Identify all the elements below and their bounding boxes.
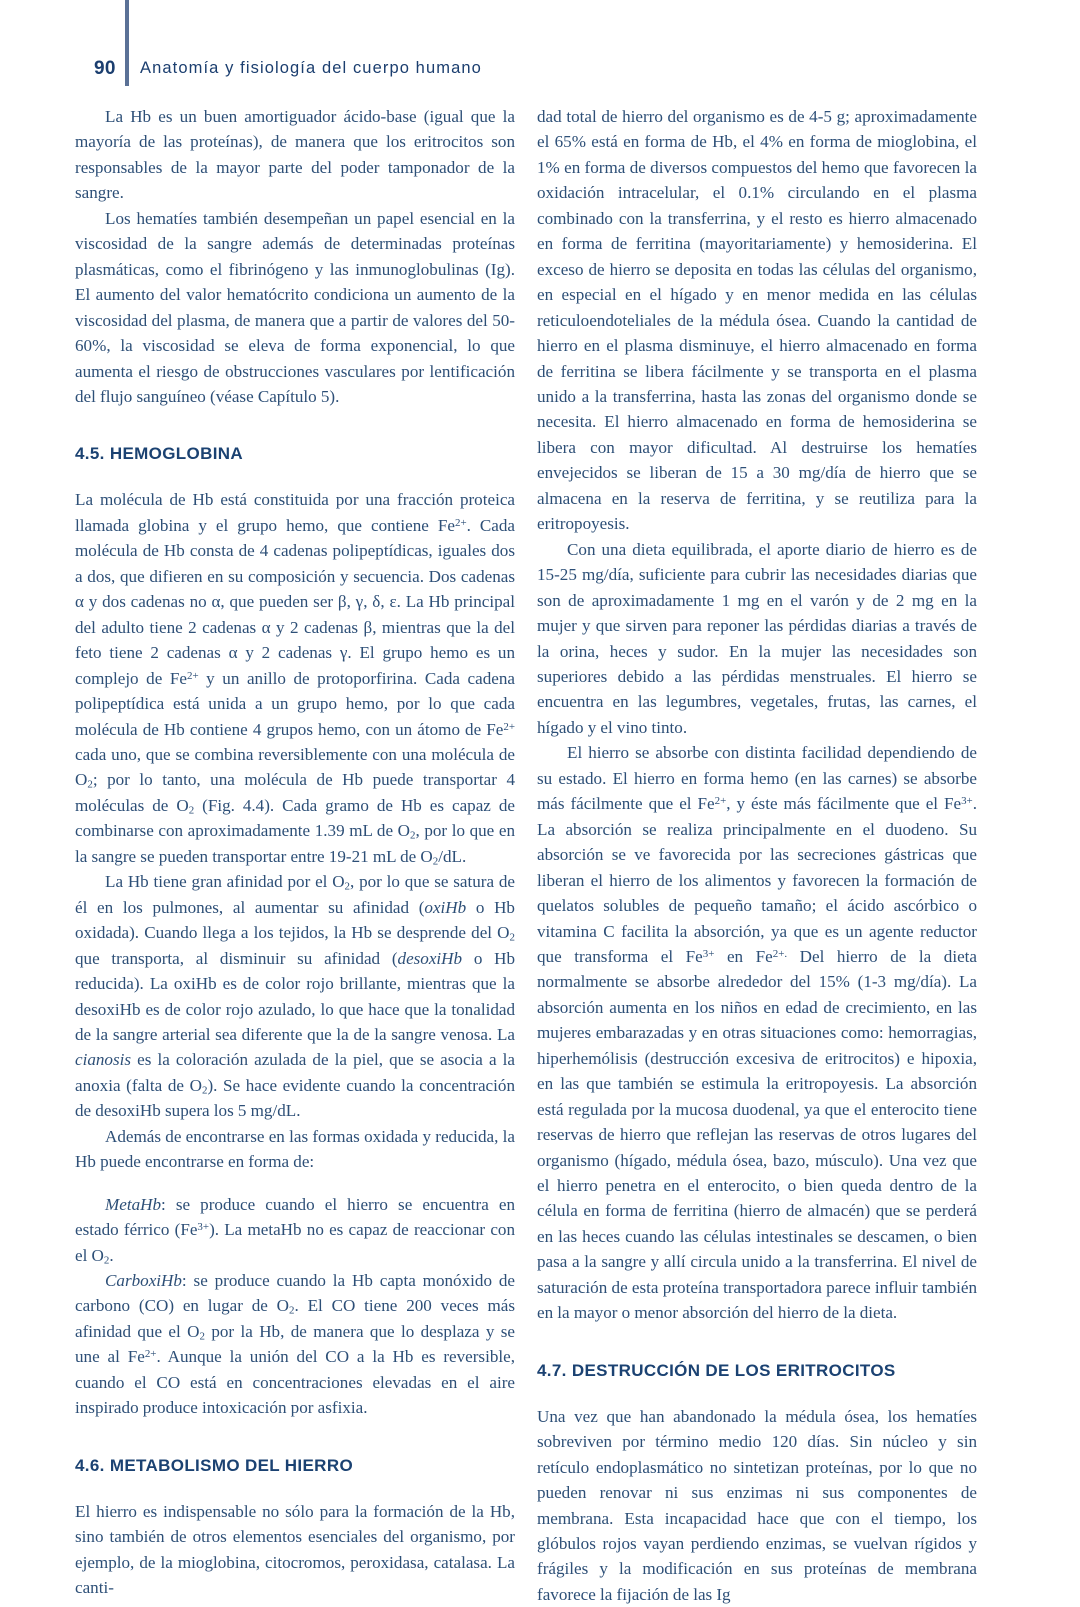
text-run: , por lo que se satura de él en los pulmones, al aumentar su afinidad ( [75, 872, 516, 917]
subscript: 2 [509, 931, 515, 944]
superscript: 2+ [144, 1348, 157, 1361]
spacer [537, 1382, 977, 1404]
heading-4-7-destruccion-de-los-eritrocitos: 4.7. DESTRUCCIÓN DE LOS ERITROCITOS [537, 1360, 896, 1380]
superscript: 2+ [186, 669, 199, 682]
text-run: . [109, 1245, 114, 1265]
spacer [75, 1421, 515, 1455]
page-number: 90 [94, 58, 116, 79]
subscript: 2 [344, 880, 351, 893]
superscript: 3+ [961, 795, 973, 808]
text-run: . La absorción se realiza principalmente en el duodeno. Su absorción se ve favorecida por las secreciones gástricas que liberan el hierro de los alimentos y favorecen la formación de quelatos solubles de pequeño tamaño; el ácido ascórbico o vitamina C facilita la absorción, ya que es un agente reductor que transforma el Fe [537, 794, 977, 966]
superscript: 2+ [714, 795, 727, 808]
text-run: El hierro se absorbe con distinta facilidad dependiendo de su estado. El hierro en forma hemo (en las carnes) se absorbe más fácilmente que el Fe [537, 743, 977, 814]
text-run: La molécula de Hb está constituida por una fracción proteica llamada globina y el grupo hemo, que contiene Fe [75, 490, 515, 535]
paragraph-iron-intro: El hierro es indispensable no sólo para la formación de la Hb, sino también de otros elementos esenciales del organismo, por ejemplo, de la mioglobina, citocromos, peroxidasa, catalasa. La canti- [75, 1501, 515, 1598]
subscript: 2 [201, 1084, 208, 1097]
running-head [0, 0, 1080, 96]
term-metahb: MetaHb [105, 1194, 162, 1214]
text-run: /dL. [438, 846, 467, 866]
text-run: que transporta, al disminuir su afinidad ( [75, 948, 398, 968]
left-column [75, 104, 516, 1598]
spacer [75, 1175, 515, 1192]
paragraph-viscosity: Los hematíes también desempeñan un papel esencial en la viscosidad de la sangre además de determinadas proteínas plasmáticas, como el fibrinógeno y las inmunoglobulinas (Ig). El aumento del valor hematócrito condiciona un aumento de la viscosidad del plasma, de manera que a partir de valores del 50-60%, la viscosidad se eleva de forma exponencial, lo que aumenta el riesgo de obstrucciones vasculares por lentificación del flujo sanguíneo (véase Capítulo 5). [75, 208, 515, 406]
book-title: Anatomía y fisiología del cuerpo humano [140, 59, 482, 77]
text-run: (Fig. 4.4). Cada gramo de Hb es capaz de combinarse con aproximadamente 1.39 mL de O [75, 795, 515, 841]
term-oxihb: oxiHb [424, 897, 467, 917]
text-run: : se produce cuando la Hb capta monóxido de carbono (CO) en lugar de O [75, 1271, 515, 1316]
text-run: o Hb reducida). La oxiHb es de color rojo brillante, mientras que la desoxiHb es de color rojo azulado, lo que hace que la tonalidad de la sangre arterial sea diferente que la de la sangre venosa. La [75, 948, 515, 1044]
text-run: ). Se hace evidente cuando la concentración de desoxiHb supera los 5 mg/dL. [75, 1075, 515, 1121]
text-run: , por lo que en la sangre se pueden transportar entre 19-21 mL de O [75, 821, 515, 866]
subscript: 2 [87, 778, 93, 791]
term-desoxihb: desoxiHb [397, 948, 463, 968]
spacer [537, 1326, 977, 1360]
text-run: : se produce cuando el hierro se encuentra en estado férrico (Fe [75, 1194, 515, 1240]
text-run: y un anillo de protoporfirina. Cada cadena polipeptídica está unida a un grupo hemo, por lo que cada molécula de Hb contiene 4 grupos hemo, con un átomo de Fe [75, 668, 515, 739]
text-run: es la coloración azulada de la piel, que se asocia a la anoxia (falta de O [75, 1050, 515, 1095]
superscript: 2+ [503, 720, 515, 733]
paragraph-hb-affinity [75, 869, 515, 1124]
spacer [75, 1477, 515, 1499]
text-run: . Aunque la unión del CO a la Hb es reversible, cuando el CO está en concentraciones elevadas en el aire inspirado produce intoxicación por asfixia. [75, 1347, 515, 1418]
subscript: 2 [188, 804, 195, 817]
spacer [75, 465, 515, 487]
paragraph-hb-structure [75, 487, 515, 869]
subscript: 2 [103, 1253, 110, 1266]
paragraph-hb-buffer: La Hb es un buen amortiguador ácido-base (igual que la mayoría de las proteínas), de manera que los eritrocitos son responsables de la mayor parte del poder tamponador de la sangre. [75, 107, 515, 203]
term-cianosis: cianosis [75, 1050, 132, 1070]
text-run: Del hierro de la dieta normalmente se absorbe alrededor del 15% (1-3 mg/día). La absorción aumenta en los niños en edad de crecimiento, en las mujeres embarazadas y en otras situaciones como: hemorragias, hiperhemólisis (destrucción excesiva de eritrocitos) e hipoxia, en las que también se estimula la eritropoyesis. La absorción está regulada por la mucosa duodenal, ya que el enterocito tiene reservas de hierro que reflejan las reservas de otros lugares del organismo (hígado, médula ósea, bazo, músculo). Una vez que el hierro penetra en el enterocito, o bien queda dentro de la célula en forma de ferritina (hierro de almacén) que se perderá en las heces cuando las células intestinales se descamen, o bien pasa a la sangre y allí circula unido a la transferrina. El nivel de saturación de esta proteína transportadora parece influir también en la mayor o menor absorción del hierro de la dieta. [537, 946, 977, 1323]
paragraph-erythrocyte-destruction: Una vez que han abandonado la médula ósea, los hematíes sobreviven por término medio 120 días. Sin núcleo y sin retículo endoplasmático no sintetizan proteínas, por lo que no pueden renovar ni sus enzimas ni sus componentes de membrana. Esta incapacidad hace que con el tiempo, los glóbulos rojos vayan perdiendo enzimas, se vuelvan rígidos y frágiles y la modificación en sus proteínas de membrana favorece la fijación de las Ig [537, 1406, 977, 1604]
text-run: . Cada molécula de Hb consta de 4 cadenas polipeptídicas, iguales dos a dos, que difieren en su composición y secuencia. Dos cadenas α y dos cadenas no α, que pueden ser β, γ, δ, ε. La Hb principal del adulto tiene 2 cadenas α y 2 cadenas β, mientras que la del feto tiene 2 cadenas α y 2 cadenas γ. El grupo hemo es un complejo de Fe [75, 515, 515, 688]
definition-metahb [75, 1192, 515, 1268]
definition-carboxihb [75, 1268, 515, 1421]
text-run: en Fe [714, 946, 773, 966]
spacer [75, 409, 515, 443]
text-run: o Hb oxidada). Cuando llega a los tejidos, la Hb se desprende del O [75, 897, 515, 943]
superscript: 3+ [702, 947, 715, 960]
paragraph-iron-distribution: dad total de hierro del organismo es de 4-5 g; aproximadamente el 65% está en forma de Hb, el 4% en forma de mioglobina, el 1% en forma de diversos compuestos del hemo que favorecen la oxidación intracelular, el 0.1% circulando en el plasma combinado con la transferrina, y el resto es hierro almacenado en forma de ferritina (mayoritariamente) y hemosiderina. El exceso de hierro se deposita en todas las células del organismo, en especial en el hígado y en menor medida en las células reticuloendoteliales de la médula ósea. Cuando la cantidad de hierro en el plasma disminuye, el hierro almacenado en forma de ferritina se libera fácilmente y se transporta en el plasma unido a la transferrina, hasta las zonas del organismo donde se necesita. El hierro almacenado en forma de hemosiderina se libera con mayor dificultad. Al destruirse los hematíes envejecidos se liberan de 15 a 30 mg/día de hierro que se almacena en la reserva de ferritina, y se reutiliza para la eritropoyesis. [537, 107, 977, 534]
text-run: cada uno, que se combina reversiblemente con una molécula de O [75, 744, 515, 790]
subscript: 2 [409, 829, 416, 842]
right-column [537, 104, 977, 1604]
running-head-rule [125, 0, 129, 86]
subscript: 2 [432, 855, 439, 868]
paragraph-iron-absorption [537, 740, 977, 1325]
text-run: ). La metaHb no es capaz de reaccionar con el O [75, 1220, 515, 1265]
heading-4-5-hemoglobina: 4.5. HEMOGLOBINA [75, 444, 244, 464]
subscript: 2 [289, 1304, 295, 1317]
term-carboxihb: CarboxiHb [105, 1271, 182, 1291]
heading-4-6-metabolismo-del-hierro: 4.6. METABOLISMO DEL HIERRO [75, 1455, 354, 1475]
subscript: 2 [199, 1330, 205, 1343]
superscript: 2+. [772, 947, 788, 960]
superscript: 3+ [197, 1221, 210, 1234]
paragraph-iron-diet: Con una dieta equilibrada, el aporte diario de hierro es de 15-25 mg/día, suficiente para cubrir las necesidades diarias que son de aproximadamente 1 mg en el varón y de 2 mg en la mujer y que sirven para reponer las pérdidas diarias a través de la orina, heces y sudor. En la mujer las necesidades son superiores debido a las pérdidas menstruales. El hierro se encuentra en las legumbres, vegetales, frutas, las carnes, el hígado y el vino tinto. [537, 539, 977, 737]
paragraph-other-forms: Además de encontrarse en las formas oxidada y reducida, la Hb puede encontrarse en forma de: [75, 1126, 515, 1172]
body-columns [0, 104, 1080, 1604]
text-run: , y éste más fácilmente que el Fe [726, 794, 962, 814]
text-run: ; por lo tanto, una molécula de Hb puede transportar 4 moléculas de O [75, 770, 515, 815]
superscript: 2+ [454, 516, 467, 529]
text-run: . El CO tiene 200 veces más afinidad que el O [75, 1296, 515, 1341]
text-run: por la Hb, de manera que lo desplaza y se une al Fe [75, 1321, 515, 1367]
text-run: La Hb tiene gran afinidad por el O [105, 872, 345, 892]
